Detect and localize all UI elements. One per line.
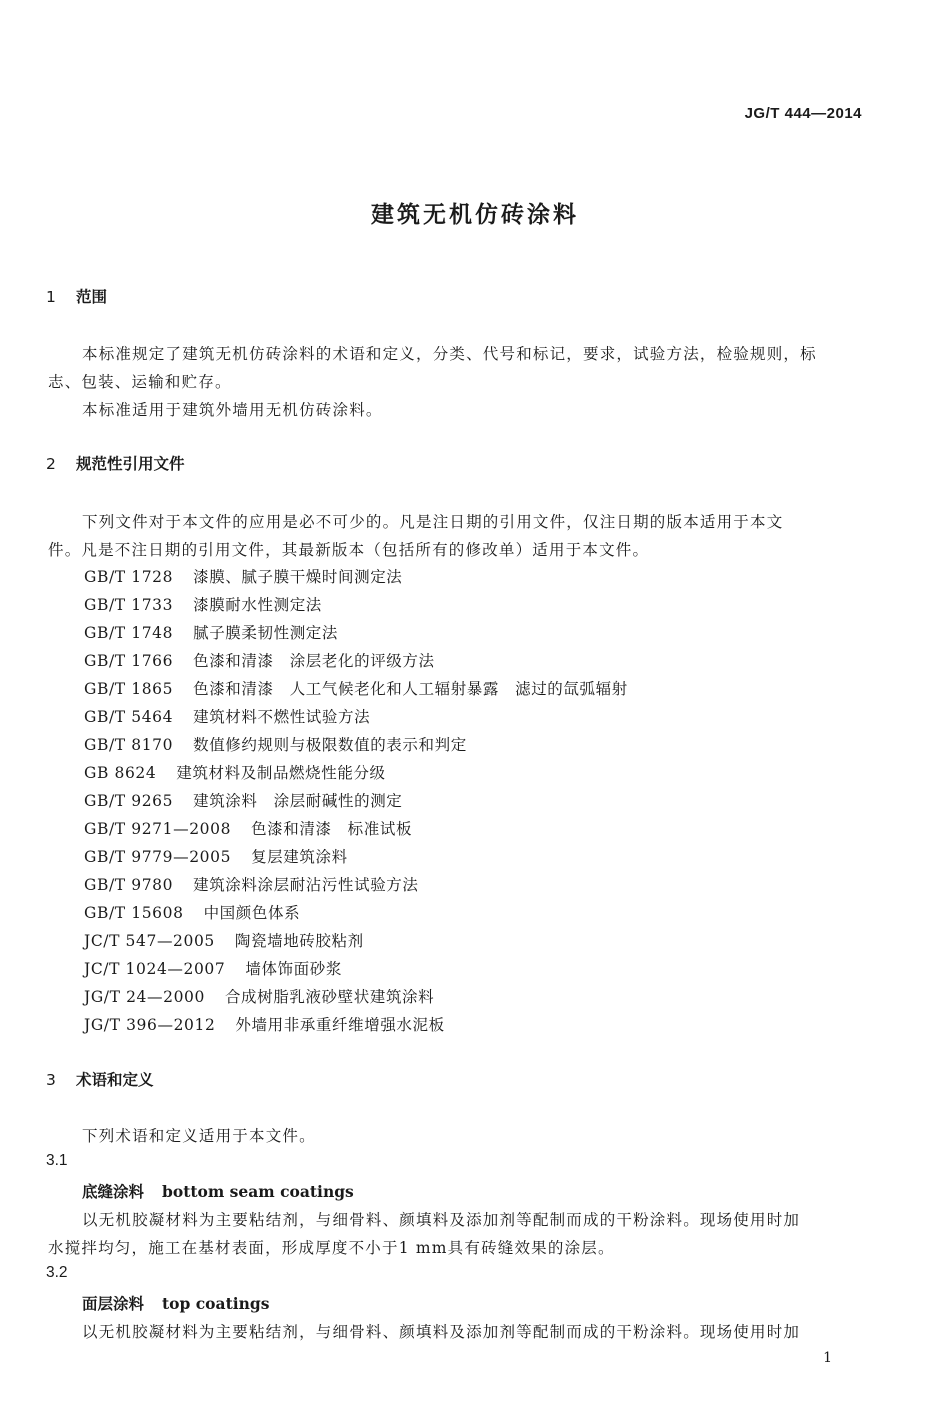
reference-code: JG/T 24—2000 [84,988,205,1006]
reference-item [84,957,342,979]
reference-code: GB/T 15608 [84,904,184,922]
reference-item [84,873,419,895]
paragraph-line: 以无机胶凝材料为主要粘结剂，与细骨料、颜填料及添加剂等配制而成的干粉涂料。现场使用时加 [82,1323,801,1341]
reference-code: GB/T 9780 [84,876,174,894]
reference-code: GB/T 5464 [84,708,174,726]
document-title: 建筑无机仿砖涂料 [371,202,579,228]
reference-item [84,649,435,671]
reference-code: GB/T 1865 [84,680,174,698]
reference-title: 合成树脂乳液砂壁状建筑涂料 [224,988,435,1006]
reference-item [84,677,628,699]
reference-title: 建筑材料不燃性试验方法 [193,708,371,726]
reference-item [84,705,370,727]
paragraph-line: 下列文件对于本文件的应用是必不可少的。凡是注日期的引用文件，仅注日期的版本适用于本文 [82,513,784,531]
reference-code: GB/T 9779—2005 [84,848,232,866]
paragraph-line: 本标准规定了建筑无机仿砖涂料的术语和定义，分类、代号和标记，要求，试验方法，检验规则，标 [82,345,817,363]
reference-item [84,817,412,839]
reference-title: 数值修约规则与极限数值的表示和判定 [193,736,467,754]
reference-title: 陶瓷墙地砖胶粘剂 [234,932,364,950]
term-heading [82,1292,269,1314]
reference-code: GB/T 9265 [84,792,174,810]
reference-code: GB/T 9271—2008 [84,820,232,838]
reference-code: JC/T 1024—2007 [84,960,226,978]
section-2-heading [46,452,185,474]
reference-title: 墙体饰面砂浆 [245,960,342,978]
reference-title: 色漆和清漆 涂层老化的评级方法 [193,652,435,670]
reference-title: 漆膜、腻子膜干燥时间测定法 [193,568,403,586]
reference-code: GB/T 1728 [84,568,174,586]
term-english: top coatings [162,1294,270,1313]
reference-code: GB/T 1748 [84,624,174,642]
reference-title: 色漆和清漆 人工气候老化和人工辐射暴露 滤过的氙弧辐射 [193,680,628,698]
page-number: 1 [823,1350,832,1366]
reference-title: 色漆和清漆 标准试板 [251,820,413,838]
section-number: 1 [46,288,56,306]
reference-title: 建筑涂料涂层耐沾污性试验方法 [193,876,419,894]
term-heading [82,1180,354,1202]
reference-item [84,929,364,951]
term-chinese: 底缝涂料 [82,1182,145,1201]
term-english: bottom seam coatings [162,1182,354,1201]
reference-item [84,1013,445,1035]
reference-item [84,733,467,755]
reference-code: JC/T 547—2005 [84,932,215,950]
reference-title: 腻子膜柔韧性测定法 [193,624,339,642]
paragraph-line: 志、包装、运输和贮存。 [48,373,232,391]
reference-title: 漆膜耐水性测定法 [193,596,322,614]
reference-item [84,901,300,923]
reference-code: GB 8624 [84,764,157,782]
reference-title: 中国颜色体系 [203,904,301,922]
standard-code: JG/T 444—2014 [744,105,862,122]
clause-number: 3.2 [46,1264,68,1281]
paragraph-line: 本标准适用于建筑外墙用无机仿砖涂料。 [82,401,383,419]
section-title: 术语和定义 [76,1071,154,1089]
reference-item [84,621,338,643]
section-title: 范围 [76,288,108,306]
reference-title: 复层建筑涂料 [251,848,348,866]
section-number: 3 [46,1071,56,1089]
paragraph-line: 以无机胶凝材料为主要粘结剂，与细骨料、颜填料及添加剂等配制而成的干粉涂料。现场使用时加 [82,1211,801,1229]
reference-code: GB/T 1766 [84,652,174,670]
section-1-heading [46,285,107,307]
reference-item [84,845,348,867]
section-3-heading [46,1068,154,1090]
section-number: 2 [46,455,56,473]
paragraph-line: 件。凡是不注日期的引用文件，其最新版本（包括所有的修改单）适用于本文件。 [48,541,650,559]
reference-item [84,789,402,811]
clause-number: 3.1 [46,1152,68,1169]
reference-item [84,565,402,587]
paragraph-line: 下列术语和定义适用于本文件。 [82,1127,316,1145]
reference-code: GB/T 8170 [84,736,174,754]
reference-code: GB/T 1733 [84,596,174,614]
reference-title: 外墙用非承重纤维增强水泥板 [235,1016,445,1034]
reference-title: 建筑涂料 涂层耐碱性的测定 [193,792,403,810]
reference-item [84,761,386,783]
reference-title: 建筑材料及制品燃烧性能分级 [176,764,386,782]
reference-item [84,985,434,1007]
term-chinese: 面层涂料 [82,1294,145,1313]
reference-code: JG/T 396—2012 [84,1016,216,1034]
reference-item [84,593,322,615]
paragraph-line: 水搅拌均匀，施工在基材表面，形成厚度不小于1 mm具有砖缝效果的涂层。 [48,1239,615,1257]
section-title: 规范性引用文件 [76,455,185,473]
